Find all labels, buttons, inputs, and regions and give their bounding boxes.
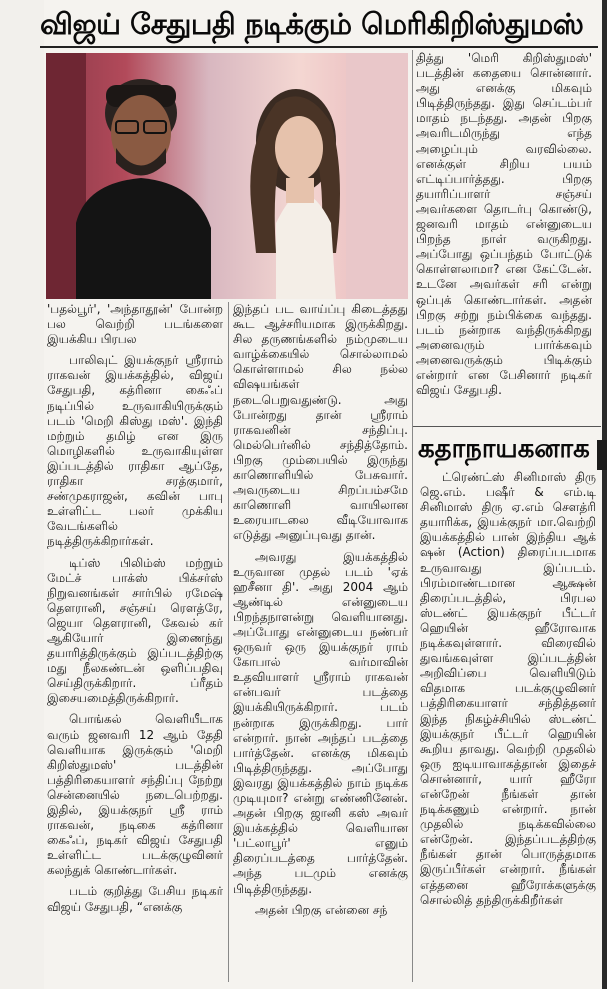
paragraph: 'பதல்பூர்', 'அந்தாதூன்' போன்ற பல வெற்றி படங்களை இயக்கிய பிரபல [47, 302, 223, 347]
column-rule [412, 50, 413, 982]
page-left-margin [0, 0, 44, 989]
page-edge [602, 0, 607, 989]
paragraph: பாலிவுட் இயக்குநர் ஸ்ரீராம் ராகவன் இயக்கத்தில், விஜய் சேதுபதி, கத்ரினா கைஃப் நடிப்பில் உருவாகியிருக்கும் படம் 'மெறி கிஸ்து மஸ்'. இந்தி மற்றும் தமிழ் என இரு மொழிகளில் உருவாகியுள்ள இப்படத்தில் ராதிகா ஆப்தே, ராதிகா சரத்குமார், சண்முகராஜன், கவின் பாபு உள்ளிட்ட பலர் முக்கிய வேடங்களில் நடித்திருக்கிறார்கள். [47, 353, 223, 549]
article-column-2 [233, 302, 408, 924]
section-divider [413, 426, 601, 427]
photo-two-actors-icon [46, 53, 408, 299]
paragraph: அவரது இயக்கத்தில் உருவான முதல் படம் 'ஏக் ஹசீனா தி'. அது 2004 ஆம் ஆண்டில் என்னுடைய பிறந்தநாளன்று வெளியானது. அப்போது என்னுடைய நண்பர் ஒருவர் ஒரு இயக்குநர் ராம் கோபால் வர்மாவின் உதவியாளர் ஸ்ரீராம் ராகவன் என்பவர் படத்தை இயக்கியிருக்கிறார். படம் நன்றாக இருக்கிறது. பார் என்றார். நான் அந்தப் படத்தை பார்த்தேன். எனக்கு மிகவும் பிடித்திருந்தது. அப்போது இவரது இயக்கத்தில் நாம் நடிக்க முடியுமா? என்று எண்ணினேன். அதன் பிறகு ஜானி கஸ் அவர் இயக்கத்தில் வெளியான 'பட்லாபூர்' எனும் திரைப்படத்தை பார்த்தேன். அந்த படமும் எனக்கு பிடித்திருந்தது. [233, 549, 408, 896]
paragraph: டிப்ஸ் பிலிம்ஸ் மற்றும் மேட்ச் பாக்ஸ் பிக்சர்ஸ் நிறுவனங்கள் சார்பில் ரமேஷ் தௌரானி, சஞ்சய் ரௌத்ரே, ஜெயா தௌரானி, கேவல் கர் ஆகியோர் இணைந்து தயாரித்திருக்கும் இப்படத்திற்கு மது நீலகண்டன் ஒளிப்பதிவு செய்திருக்கிறார். ப்ரீதம் இசையமைத்திருக்கிறார். [47, 555, 223, 706]
paragraph: பொங்கல் வெளியீடாக வரும் ஜனவரி 12 ஆம் தேதி வெளியாக இருக்கும் 'மெறி கிறிஸ்துமஸ்' படத்தின் பத்திரிகையாளர் சந்திப்பு நேற்று சென்னையில் நடைபெற்றது. இதில், இயக்குநர் ஸ்ரீ ராம் ராகவன், நடிகை கத்ரினா கைஃப், நடிகர் விஜய் சேதுபதி உள்ளிட்ட படக்குழுவினர் கலந்துக் கொண்டார்கள். [47, 712, 223, 878]
paragraph: அதன் பிறகு என்னை சந் [255, 902, 388, 917]
headline-rule [40, 46, 598, 48]
article-column-1 [47, 302, 223, 921]
article-column-3 [416, 51, 592, 404]
paragraph: படம் குறித்து பேசிய நடிகர் விஜய் சேதுபதி, “எனக்கு [47, 884, 223, 914]
column-rule [228, 302, 229, 982]
article-photo [46, 53, 408, 299]
section-headline: கதாநாயகனாக [418, 434, 590, 464]
page-edge-marker [597, 440, 607, 470]
paragraph: தித்து 'மெரி கிறிஸ்துமஸ்' படத்தின் கதையை சொன்னார். அது எனக்கு மிகவும் பிடித்திருந்தது. இது செப்டம்பர் மாதம் நடந்தது. அதன் பிறகு அவரிடமிருந்து எந்த அழைப்பும் வரவில்லை. எனக்குள் சிறிய பயம் எட்டிப்பார்த்தது. பிறகு தயாரிப்பாளர் சஞ்சய் அவர்களை தொடர்பு கொண்டு, ஜனவரி மாதம் என்னுடைய பிறந்த நாள் வருகிறது. அப்போது ஒப்பந்தம் போட்டுக் கொள்ளலாமா? என கேட்டேன். உடனே அவர்கள் சரி என்று ஒப்புக் கொண்டார்கள். அதன் பிறகு சற்று நம்பிக்கை வந்தது. படம் நன்றாக வந்திருக்கிறது அனைவரும் பார்க்கவும் அனைவருக்கும் பிடிக்கும் என்றார் என பேசினார் நடிகர் விஜய் சேதுபதி. [416, 51, 592, 398]
headline: விஜய் சேதுபதி நடிக்கும் மெரிகிறிஸ்துமஸ் [40, 7, 584, 41]
paragraph: இந்தப் பட வாய்ப்பு கிடைத்தது கூட ஆச்சரியமாக இருக்கிறது. சில தருணங்களில் நம்முடைய வாழ்க்கையில் சொல்லாமல் கொள்ளாமல் சில நல்ல விஷயங்கள் நடைபெறுவதுண்டு. அது போன்றது தான் ஸ்ரீராம் ராகவனின் சந்திப்பு. மெல்பெர்னில் சந்தித்தோம். பிறகு மும்பையில் இருந்து காணொளியில் பேசுவார். அவருடைய சிறப்பம்சமே காணொளி வாயிலான உரையாடலை வீடியோவாக எடுத்து அனுப்புவது தான். [233, 302, 408, 543]
article-column-4 [420, 470, 596, 914]
paragraph: ட்ரெண்ட்ஸ் சினிமாஸ் திரு ஜெ.எம். பஷீர் & எம்.டி சினிமாஸ் திரு ஏ.எம் சௌத்ரி தயாரிக்க, இயக்குநர் மா.வெற்றி இயக்கத்தில் பான் இந்திய ஆக் ஷன் (Action) திரைப்படமாக உருவாவது இப்படம். பிரம்மாண்டமான ஆக்ஷன் திரைப்படத்தில், பிரபல ஸ்டண்ட் இயக்குநர் பீட்டர் ஹெயின் ஹீரோவாக நடிக்கவுள்ளார். விரைவில் துவங்கவுள்ள இப்படத்தின் அறிவிப்பை வெளியிடும் விதமாக படக்குழுவினர் பத்திரிகையாளர் சந்தித்தனர் இந்த நிகழ்ச்சியில் ஸ்டண்ட் இயக்குநர் பீட்டர் ஹெயின் கூறிய தாவது. வெற்றி முதலில் ஒரு ஐடியாவாகத்தான் இதைச் சொன்னார், யார் ஹீரோ என்றேன் நீங்கள் தான் நடிக்கணும் என்றார். நான் முதலில் நடிக்கவில்லை என்றேன். இந்தப்படத்திற்கு நீங்கள் தான் பொருத்தமாக இருப்பீர்கள் என்றார். நீங்கள் எத்தனை ஹீரோக்களுக்கு சொல்லித் தந்திருக்கிறீர்கள் [420, 470, 596, 907]
